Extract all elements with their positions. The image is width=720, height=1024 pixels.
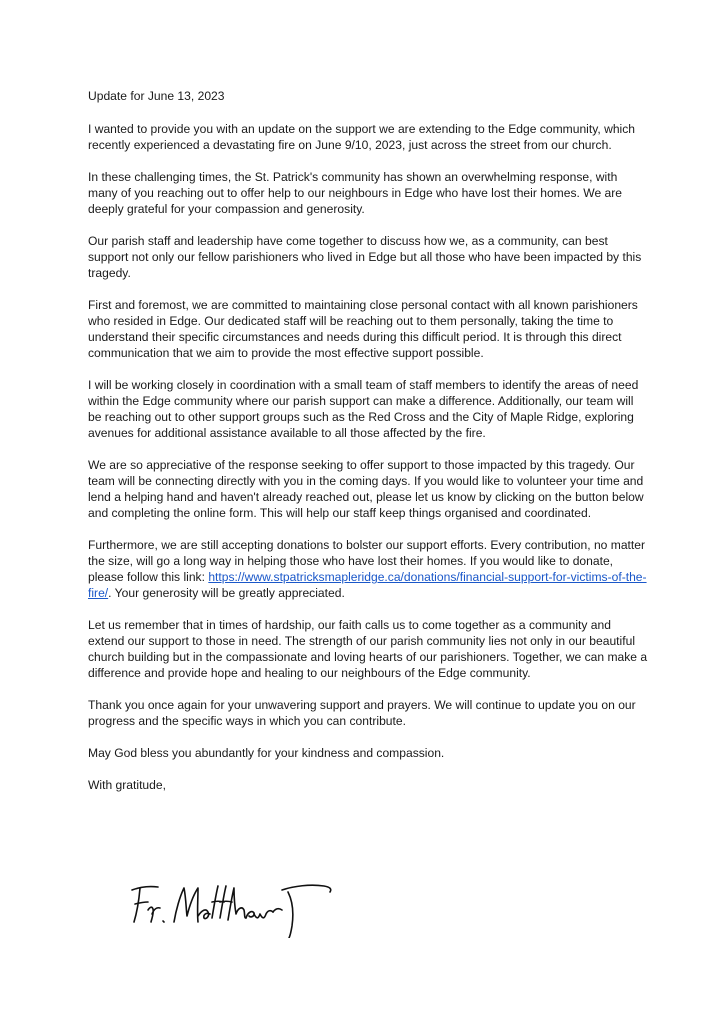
paragraph-faith: Let us remember that in times of hardship, our faith calls us to come together as a community and extend our support to those in need. The strength of our parish community lies not only in our beautiful church building but in the compassionate and loving hearts of our parishioners. Together, we can make a difference and provide hope and healing to our neighbours of the Edge community. [88, 618, 648, 680]
donations-text: Furthermore, we are still accepting donations to bolster our support efforts. Every contribution, no matter the size, will go a long way in helping those who have lost their homes. If you would like to donate, please follow this link: [88, 538, 646, 584]
paragraph-leadership: Our parish staff and leadership have come together to discuss how we, as a community, can best support not only our fellow parishioners who lived in Edge but all those who have been impacted by this tragedy. [88, 234, 642, 280]
handwritten-signature [126, 868, 346, 938]
paragraph-blessing: May God bless you abundantly for your kindness and compassion. [88, 746, 445, 760]
paragraph-personal-contact: First and foremost, we are committed to maintaining close personal contact with all known parishioners who resided in Edge. Our dedicated staff will be reaching out to them personally, taking the time to understand their specific circumstances and needs during this difficult period. It is through this direct communication that we aim to provide the most effective support possible. [88, 298, 638, 360]
donations-text-after: . Your generosity will be greatly appreciated. [108, 586, 345, 600]
donation-link[interactable]: https://www.stpatricksmapleridge.ca/donations/financial-support-for-victims-of-the-fire/ [88, 570, 647, 600]
closing-line: With gratitude, [88, 778, 166, 792]
paragraph-intro: I wanted to provide you with an update on the support we are extending to the Edge community, which recently experienced a devastating fire on June 9/10, 2023, just across the street from our church. [88, 122, 636, 152]
paragraph-community-response: In these challenging times, the St. Patrick's community has shown an overwhelming response, with many of you reaching out to offer help to our neighbours in Edge who have lost their homes. We are deeply grateful for your compassion and generosity. [88, 170, 623, 216]
paragraph-thanks: Thank you once again for your unwavering support and prayers. We will continue to update you on our progress and the specific ways in which you can contribute. [88, 698, 636, 728]
date-line: Update for June 13, 2023 [88, 89, 225, 103]
letter-body [88, 88, 648, 809]
paragraph-coordination: I will be working closely in coordination with a small team of staff members to identify the areas of need within the Edge community where our parish support can make a difference. Additionally, our team will be reaching out to other support groups such as the Red Cross and the City of Maple Ridge, exploring avenues for additional assistance available to all those affected by the fire. [88, 378, 639, 440]
paragraph-donations [88, 537, 648, 601]
paragraph-volunteer: We are so appreciative of the response seeking to offer support to those impacted by this tragedy. Our team will be connecting directly with you in the coming days. If you would like to volunteer your time and lend a helping hand and haven't already reached out, please let us know by clicking on the button below and completing the online form. This will help our staff keep things organised and coordinated. [88, 458, 644, 520]
